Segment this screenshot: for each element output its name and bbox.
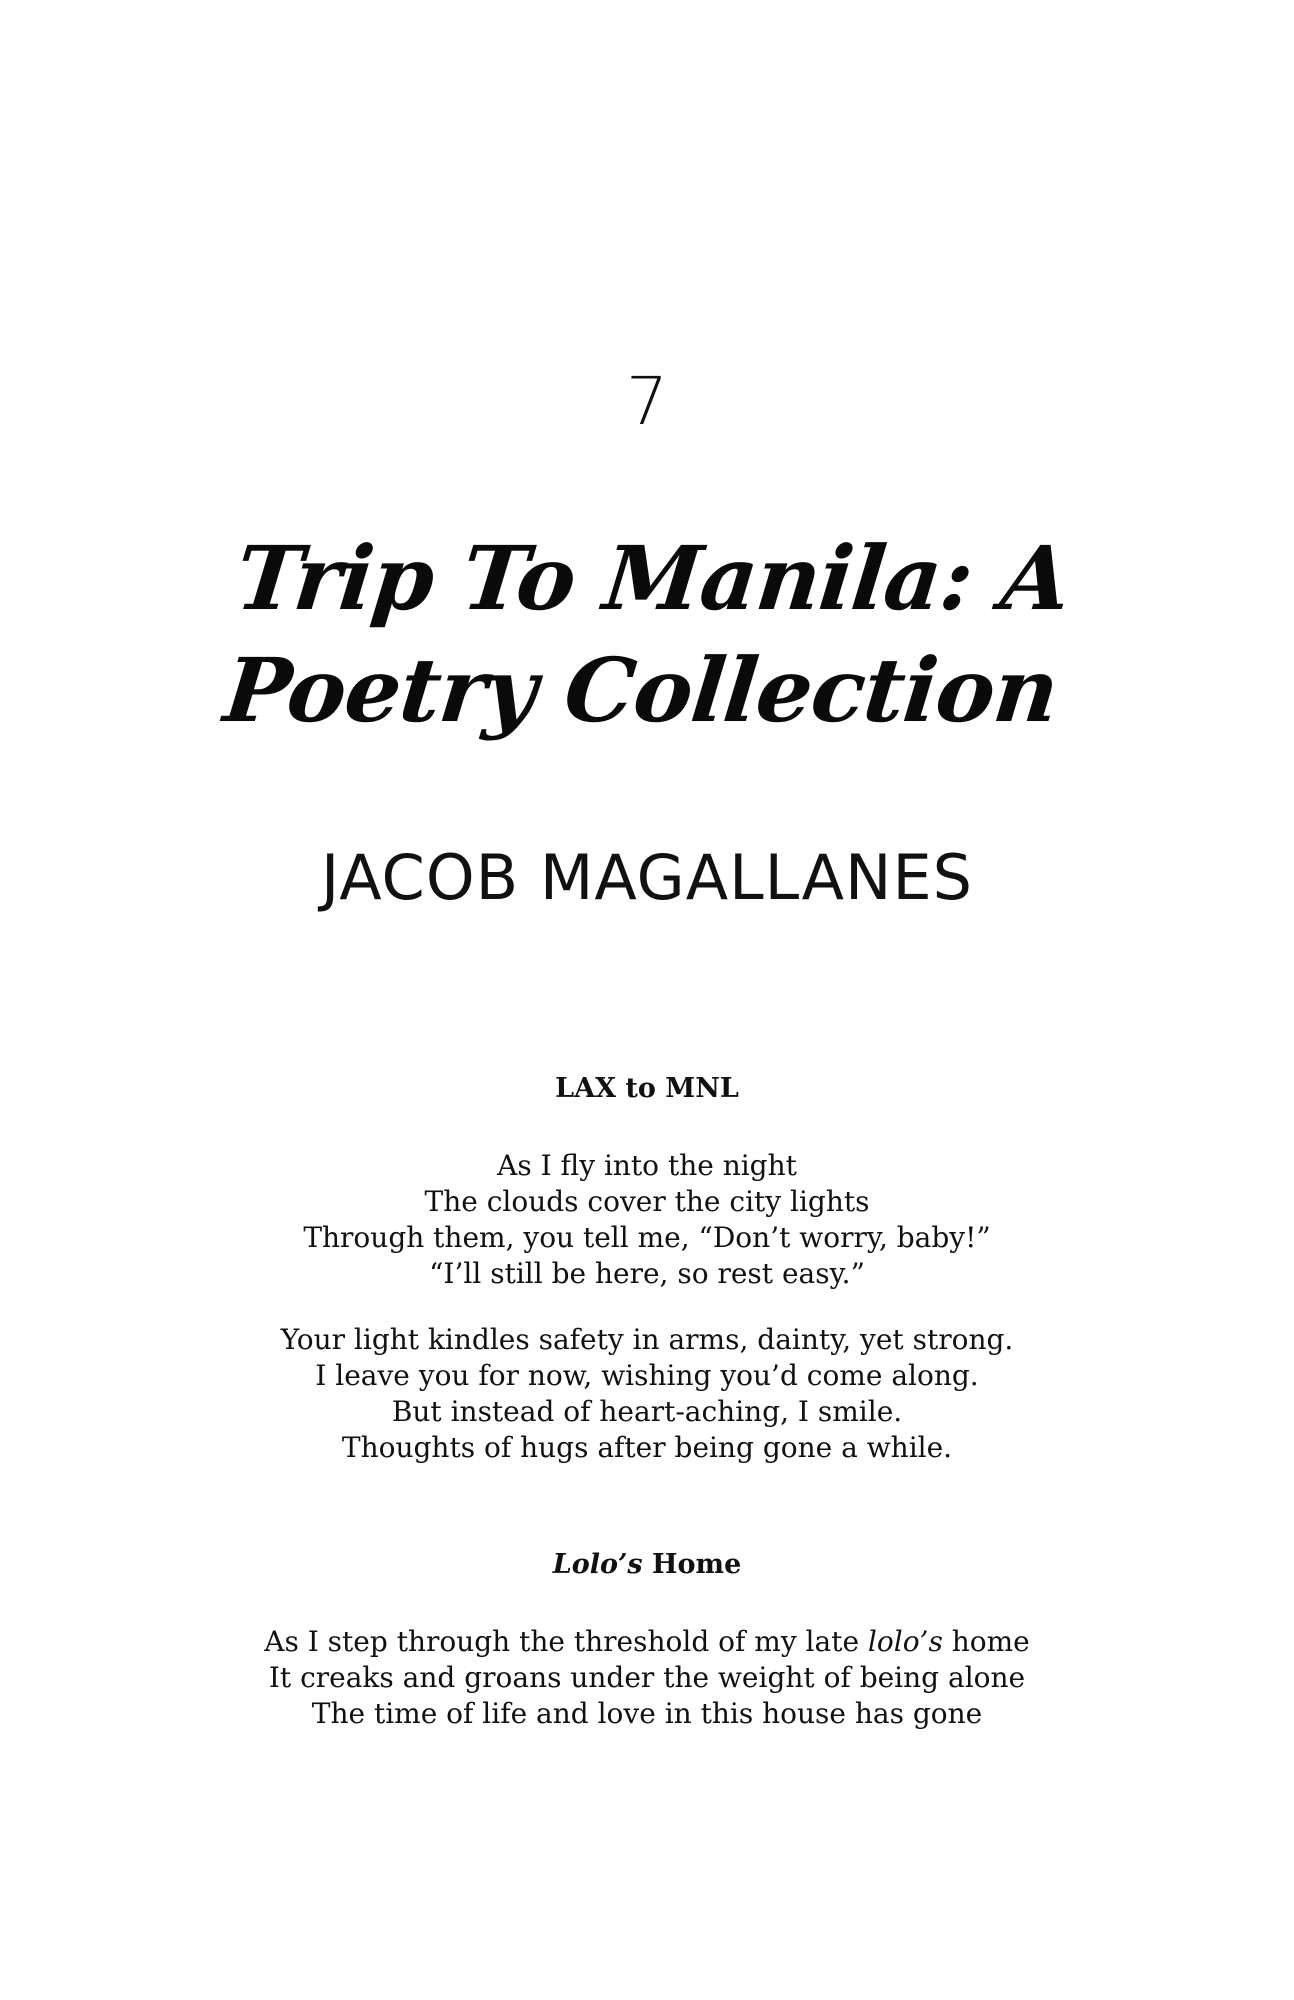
poem-line-part: As I step through the threshold of my late [264,1625,868,1658]
poem-1-stanza-2 [0,1322,1294,1466]
poem-line: The time of life and love in this house has gone [311,1697,983,1730]
poem-line [0,1624,1294,1660]
poem-line: Thoughts of hugs after being gone a while. [341,1431,953,1464]
poem-line: I leave you for now, wishing you’d come along. [315,1359,979,1392]
poem-line: The clouds cover the city lights [424,1185,870,1218]
poem-line: But instead of heart-aching, I smile. [391,1395,903,1428]
poem-title-italic: Lolo’s [552,1549,643,1580]
poem-2-stanza-1 [0,1624,1294,1732]
poem-line: Through them, you tell me, “Don’t worry, baby!” [303,1221,991,1254]
poem-title-rest: Home [642,1549,742,1580]
author-name: JACOB MAGALLANES [321,841,973,914]
book-title-line-1: Trip To Manila: A [231,526,1075,630]
book-title [218,522,1076,746]
poem-line-part: home [942,1625,1030,1658]
poem-line: As I fly into the night [497,1149,797,1182]
poem-1-stanza-1 [0,1148,1294,1292]
poem-line: Your light kindles safety in arms, dainty, yet strong. [280,1323,1014,1356]
poem-title-lolos-home [0,1548,1294,1582]
poem-line: It creaks and groans under the weight of being alone [268,1661,1026,1694]
poem-line-italic: lolo’s [867,1625,943,1658]
poem-title-lax-to-mnl: LAX to MNL [555,1073,739,1104]
chapter-number: 7 [626,363,668,440]
book-title-line-2: Poetry Collection [219,638,1063,742]
poem-line: “I’ll still be here, so rest easy.” [429,1257,865,1290]
